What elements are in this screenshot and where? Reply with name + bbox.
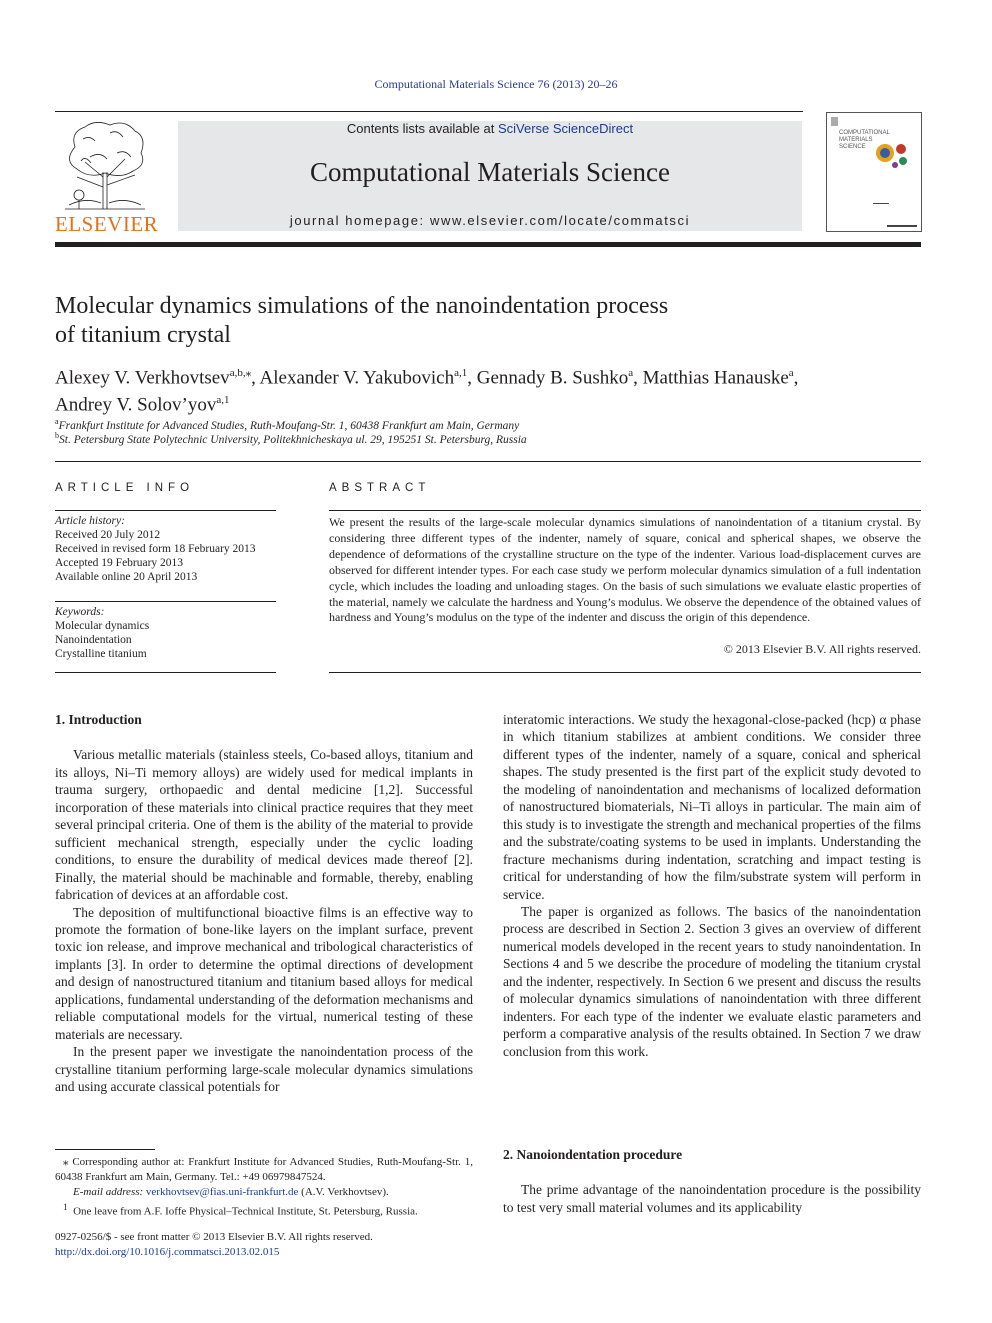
paper-title (55, 292, 875, 350)
cover-title: COMPUTATIONAL MATERIALS SCIENCE (839, 130, 890, 150)
paragraph: In the present paper we investigate the nanoindentation process of the crystalline titanium performing large-scale molecular dynamics simulations and using accurate classical potentials for (55, 1044, 473, 1095)
history-item: Received in revised form 18 February 2013 (55, 543, 256, 555)
author-separator: , (467, 367, 477, 389)
history-label: Article history: (55, 515, 125, 527)
author-affil-marks[interactable]: a,1 (216, 394, 230, 407)
title-line-2: of titanium crystal (55, 322, 231, 348)
paragraph: The deposition of multifunctional bioactive films is an effective way to promote the formation of bone-like layers on the implant surface, prevent toxic ion release, and improve mechanical and tribological characteristics of implants [3]. In order to determine the optimal directions of development and design of nanostructured titanium and titanium based alloys for medical applications, fundamental understanding of the deformation mechanisms and reliable computational models for the virtual, numerical testing of these materials are necessary. (55, 904, 473, 1042)
author-affil-marks[interactable]: a,b,⁎ (229, 367, 252, 379)
header-rule (55, 111, 803, 112)
email-link[interactable]: verkhovtsev@fias.uni-frankfurt.de (145, 1186, 299, 1198)
keywords-bottom-rule (55, 672, 276, 673)
email-suffix: (A.V. Verkhovtsev). (298, 1186, 389, 1198)
affiliation-mark: a (55, 417, 59, 426)
left-column (55, 711, 473, 1096)
abstract-text: We present the results of the large-scale molecular dynamics simulations of nanoindentation of a titanium crystal. By considering three different types of the indenter, namely of square, conical and spherical shapes, we observe the dependence of deformations of the crystalline structure on the type of the indenter. Various load-displacement curves are observed for different intender types. For each case study we perform molecular dynamics simulation of a full indentation cycle, which includes the loading and unloading stages. On the basis of such simulations we evaluate elastic properties of the material, namely we calculate the hardness and Young’s modulus. We observe the dependence of the obtained values of hardness and Young’s modulus on the type of the indenter and discuss the origin of this dependence. (329, 515, 921, 625)
contents-prefix: Contents lists available at (346, 121, 498, 136)
header-thick-rule (55, 242, 921, 247)
title-line-1: Molecular dynamics simulations of the nanoindentation process (55, 293, 669, 319)
footnote-mark: 1 (63, 1202, 68, 1212)
abstract-rule (329, 510, 921, 511)
affiliation-text: Frankfurt Institute for Advanced Studies, Ruth-Moufang-Str. 1, 60438 Frankfurt am Main, Germany (58, 419, 520, 432)
author-name[interactable]: Andrey V. Solov’yov (55, 394, 217, 416)
author-name[interactable]: Alexey V. Verkhovtsev (55, 367, 230, 389)
author-affil-marks[interactable]: a,1 (454, 367, 468, 379)
author-separator: , (251, 367, 260, 389)
journal-homepage[interactable]: journal homepage: www.elsevier.com/locate/commatsci (289, 213, 691, 228)
section-rule (55, 461, 921, 462)
footnote-text: One leave from A.F. Ioffe Physical–Technical Institute, St. Petersburg, Russia. (73, 1205, 418, 1218)
affiliation-a (55, 417, 921, 432)
cover-rule (873, 203, 889, 204)
cover-logo-icon (831, 117, 838, 126)
cover-graphic-icon (871, 137, 915, 171)
article-history (55, 514, 280, 584)
cover-footer-mark (887, 225, 917, 227)
section-heading: 1. Introduction (55, 712, 142, 727)
author-affil-marks[interactable]: a (788, 367, 794, 379)
keyword: Nanoindentation (55, 634, 132, 646)
doi-link[interactable]: http://dx.doi.org/10.1016/j.commatsci.2013.02.015 (55, 1245, 280, 1258)
right-column (503, 711, 921, 1060)
article-info-rule (55, 510, 276, 511)
author-affil-marks[interactable]: a (628, 367, 634, 379)
paragraph: interatomic interactions. We study the hexagonal-close-packed (hcp) α phase in which titanium stabilizes at ambient conditions. We consider three different types of the indenter, namely of a square, conical and spherical shapes. The study presented is the first part of the explicit study devoted to the modeling of nanoindentation and mechanisms of localized deformation of nanostructured biomaterials, Ni–Ti alloys in particular. The main aim of this study is to investigate the strength and mechanical properties of the films and the substrate/coating systems to be used in implants. Understanding the fracture mechanisms during indentation, scratching and impact testing is critical for understanding of how the film/substrate system will perform in service. (503, 712, 921, 902)
history-item: Received 20 July 2012 (55, 529, 161, 541)
author-separator: , (633, 367, 643, 389)
footnote-1 (55, 1200, 473, 1220)
abstract-copyright: © 2013 Elsevier B.V. All rights reserved. (723, 642, 921, 656)
sciencedirect-link[interactable]: SciVerse ScienceDirect (497, 121, 634, 136)
corresponding-author-note: ⁎ Corresponding author at: Frankfurt Institute for Advanced Studies, Ruth-Moufang-Str. 1, 60438 Frankfurt am Main, Germany. Tel.: +49 06979847524. (55, 1156, 473, 1183)
email-note (55, 1185, 473, 1200)
paragraph: The paper is organized as follows. The basics of the nanoindentation process are described in Section 2. Section 3 gives an overview of different numerical models developed in the recent years to study nanoindentation. In Sections 4 and 5 we describe the procedure of modeling the titanium crystal and the indenter, respectively. In Section 6 we present and discuss the results of molecular dynamics simulations of nanoindentation with three different indenters. For each type of the indenter we evaluate elastic parameters and perform a comparative analysis of the results obtained. In Section 7 we draw conclusion from this work. (503, 903, 921, 1059)
keywords (55, 605, 280, 661)
abstract-bottom-rule (329, 672, 921, 673)
abstract-heading: ABSTRACT (329, 482, 431, 494)
bottom-info (55, 1230, 555, 1259)
email-label: E-mail address: (73, 1186, 146, 1198)
history-item: Accepted 19 February 2013 (55, 557, 184, 569)
journal-title[interactable]: Computational Materials Science (310, 157, 670, 187)
keyword: Crystalline titanium (55, 648, 147, 660)
section-heading: 2. Nanoiondentation procedure (503, 1147, 683, 1162)
keyword: Molecular dynamics (55, 620, 150, 632)
affiliation-text: St. Petersburg State Polytechnic University, Politekhnicheskaya ul. 29, 195251 St. Petersburg, Russia (59, 433, 527, 446)
section-2 (503, 1146, 921, 1216)
footnote-corresponding (55, 1155, 473, 1220)
article-info-heading: ARTICLE INFO (55, 482, 195, 494)
author-separator: , (793, 367, 799, 389)
journal-cover-thumbnail[interactable] (826, 112, 922, 232)
footnote-rule (55, 1149, 155, 1150)
author-name[interactable]: Matthias Hanauske (642, 367, 789, 389)
journal-reference[interactable]: Computational Materials Science 76 (2013) 20–26 (374, 77, 618, 91)
keywords-rule (55, 601, 276, 602)
contents-line (178, 121, 802, 136)
keywords-label: Keywords: (55, 606, 105, 618)
affiliation-mark: b (55, 431, 59, 440)
paragraph: Various metallic materials (stainless steels, Co-based alloys, titanium and its alloys, Ni–Ti memory alloys) are widely used for medical implants in trauma surgery, orthopaedic and dental medicine [1,2]. Successful incorporation of these materials into clinical practice requires that they meet several principal criteria. One of them is the ability of the material to provide sufficient mechanical strength, especially under the cyclic loading conditions, to ensure the durability of medical devices made thereof [2]. Finally, the material should be machinable and formable, thereby, enabling fabrication of devices at an affordable cost. (55, 747, 473, 903)
issn-line: 0927-0256/$ - see front matter © 2013 Elsevier B.V. All rights reserved. (55, 1231, 373, 1243)
author-name[interactable]: Alexander V. Yakubovich (259, 367, 455, 389)
paragraph: The prime advantage of the nanoindentation procedure is the possibility to test very small material volumes and its applicability (503, 1182, 921, 1215)
affiliation-b (55, 431, 921, 446)
author-name[interactable]: Gennady B. Sushko (476, 367, 629, 389)
author-list (55, 362, 921, 417)
elsevier-wordmark[interactable]: ELSEVIER (55, 212, 159, 236)
history-item: Available online 20 April 2013 (55, 571, 198, 583)
